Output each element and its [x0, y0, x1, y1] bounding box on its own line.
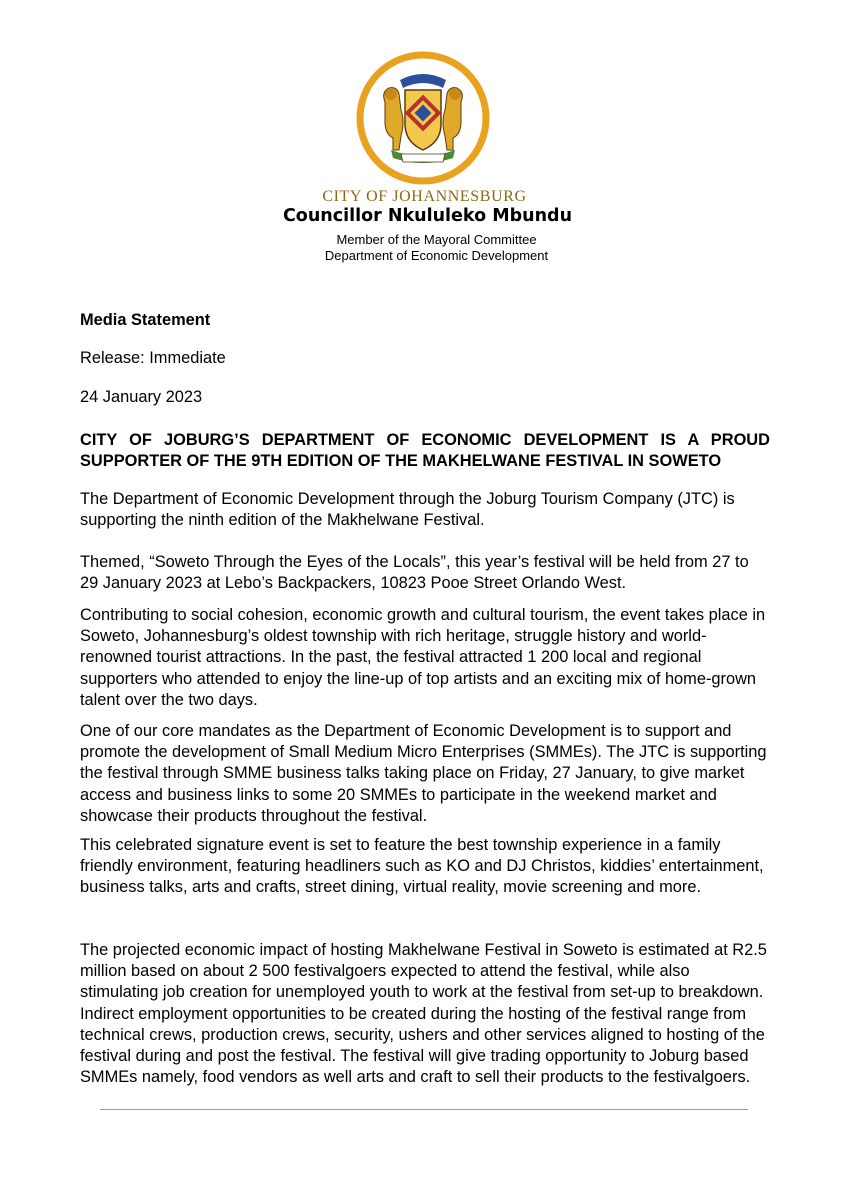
statement-date: 24 January 2023	[80, 388, 203, 406]
release-line: Release: Immediate	[80, 349, 226, 367]
paragraph-smme: One of our core mandates as the Department of Economic Development is to support and promote the development of Small Medium Micro Enterprises (SMMEs). The JTC is supporting the festival through SMME business talks taking place on Friday, 27 January, to give market access and business links to some 20 SMMEs to participate in the weekend market and showcase their products throughout the festival.	[80, 722, 767, 825]
councillor-name: Councillor Nkululeko Mbundu	[282, 206, 573, 226]
department-name: Department of Economic Development	[324, 248, 549, 263]
councillor-role: Member of the Mayoral Committee	[336, 232, 537, 247]
paragraph-heritage: Contributing to social cohesion, economic growth and cultural tourism, the event takes place in Soweto, Johannesburg’s oldest township with rich heritage, struggle history and world-renowned tourist attractions. In the past, the festival attracted 1 200 local and regional supporters who attended to enjoy the line-up of top artists and an exciting mix of home-grown talent over the two days.	[80, 606, 766, 709]
paragraph-event: This celebrated signature event is set to feature the best township experience in a family friendly environment, featuring headliners such as KO and DJ Christos, kiddies’ entertainment, business talks, arts and crafts, street dining, virtual reality, movie screening and more.	[80, 836, 764, 897]
headline: CITY OF JOBURG’S DEPARTMENT OF ECONOMIC DEVELOPMENT IS A PROUD SUPPORTER OF THE 9TH EDITION OF THE MAKHELWANE FESTIVAL IN SOWETO	[80, 431, 770, 471]
city-name: CITY OF JOHANNESBURG	[322, 188, 527, 205]
paragraph-intro: The Department of Economic Development through the Joburg Tourism Company (JTC) is supporting the ninth edition of the Makhelwane Festival.	[80, 490, 735, 530]
footer-divider	[100, 1109, 748, 1110]
statement-type: Media Statement	[80, 311, 211, 329]
paragraph-theme: Themed, “Soweto Through the Eyes of the Locals”, this year’s festival will be held from 27 to 29 January 2023 at Lebo’s Backpackers, 10823 Pooe Street Orlando West.	[80, 553, 749, 593]
paragraph-impact: The projected economic impact of hosting Makhelwane Festival in Soweto is estimated at R2.5 million based on about 2 500 festivalgoers expected to attend the festival, while also stimulating job creation for unemployed youth to work at the festival from set-up to breakdown. Indirect employment opportunities to be created during the hosting of the festival range from technical crews, production crews, security, ushers and other services aligned to hosting of the festival during and post the festival. The festival will give trading opportunity to Joburg based SMMEs namely, food vendors as well arts and craft to sell their products to the festivalgoers.	[80, 941, 767, 1087]
city-of-johannesburg-crest-icon	[355, 50, 491, 186]
